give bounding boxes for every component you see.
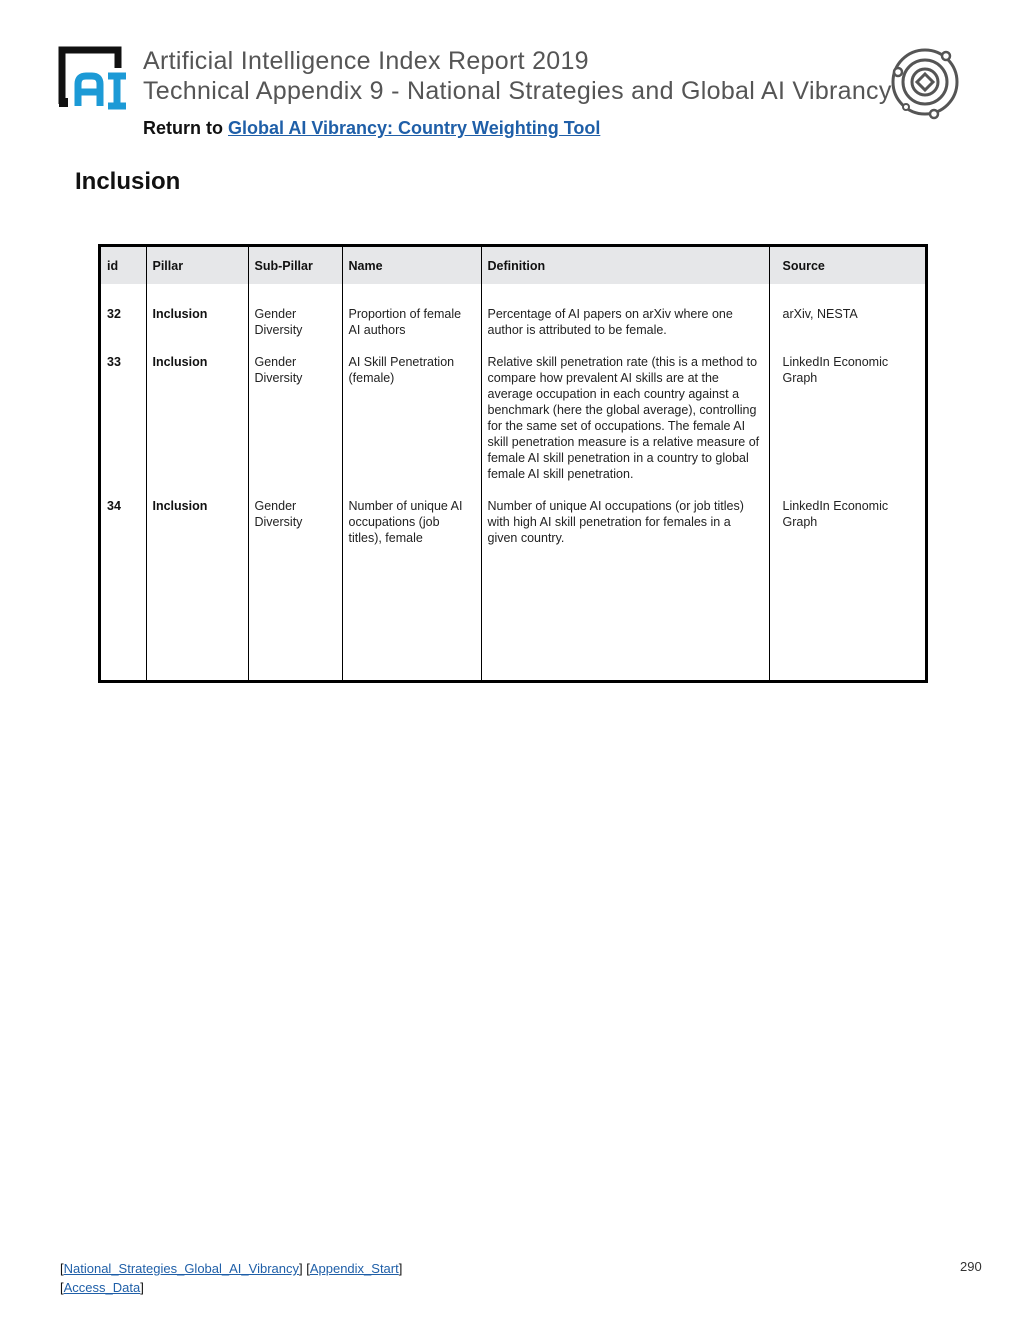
column-header-name: Name (342, 247, 481, 284)
section-title: Inclusion (75, 168, 181, 195)
cell-pillar: Inclusion (146, 338, 248, 482)
return-line (143, 118, 600, 139)
column-header-sub-pillar: Sub-Pillar (248, 247, 342, 284)
cell-sub-pillar: Gender Diversity (248, 482, 342, 680)
circular-emblem-icon (888, 44, 962, 120)
cell-name: Proportion of female AI authors (342, 284, 481, 338)
cell-sub-pillar: Gender Diversity (248, 284, 342, 338)
ai-index-logo (58, 46, 130, 110)
report-title: Artificial Intelligence Index Report 2019 (143, 47, 589, 75)
cell-id: 32 (107, 307, 121, 321)
column-header-source: Source (769, 247, 925, 284)
column-header-id: id (101, 247, 146, 284)
footer-links (60, 1259, 402, 1297)
cell-id: 34 (107, 499, 121, 513)
footer-link-national-strategies[interactable]: National_Strategies_Global_AI_Vibrancy (63, 1261, 299, 1276)
footer-line-1: [National_Strategies_Global_AI_Vibrancy] [Appendix_Start] (60, 1261, 403, 1276)
table-row (101, 338, 925, 482)
cell-definition: Relative skill penetration rate (this is a method to compare how prevalent AI skills are at the average occupation in each country against a benchmark (here the global average), controlling for the same set of occupations. The female AI skill penetration measure is a relative measure of female AI skill penetration in a country to global female AI skill penetration. (481, 338, 769, 482)
footer-link-appendix-start[interactable]: Appendix_Start (309, 1261, 399, 1276)
table-row (101, 482, 925, 680)
return-prefix: Return to (143, 118, 228, 138)
appendix-title: Technical Appendix 9 - National Strategies and Global AI Vibrancy (143, 77, 892, 105)
cell-definition: Percentage of AI papers on arXiv where one author is attributed to be female. (481, 284, 769, 338)
table-header-row (101, 247, 925, 284)
cell-source: arXiv, NESTA (769, 284, 925, 338)
cell-id: 33 (107, 355, 121, 369)
table-row (101, 284, 925, 338)
cell-name: AI Skill Penetration (female) (342, 338, 481, 482)
cell-pillar: Inclusion (146, 482, 248, 680)
cell-source: LinkedIn Economic Graph (769, 338, 925, 482)
cell-name: Number of unique AI occupations (job titles), female (342, 482, 481, 680)
footer-link-access-data[interactable]: Access_Data (63, 1280, 141, 1295)
footer-line-2: [Access_Data] (60, 1280, 144, 1295)
cell-definition: Number of unique AI occupations (or job titles) with high AI skill penetration for females in a given country. (481, 482, 769, 680)
column-header-pillar: Pillar (146, 247, 248, 284)
return-link[interactable]: Global AI Vibrancy: Country Weighting Tool (228, 118, 601, 138)
column-header-definition: Definition (481, 247, 769, 284)
cell-source: LinkedIn Economic Graph (769, 482, 925, 680)
page-number: 290 (960, 1259, 982, 1274)
cell-pillar: Inclusion (146, 284, 248, 338)
indicator-table (98, 244, 928, 683)
cell-sub-pillar: Gender Diversity (248, 338, 342, 482)
